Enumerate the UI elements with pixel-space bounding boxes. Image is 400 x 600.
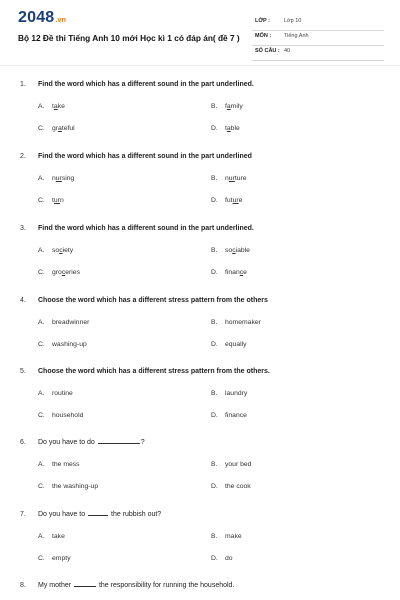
option-text: n [225, 175, 229, 182]
logo-sub: .vn [55, 17, 67, 24]
question-text: Find the word which has a different sound in the part underlined. [38, 81, 254, 88]
underlined-part: a [226, 125, 231, 132]
option-b[interactable] [211, 103, 243, 110]
option-d[interactable] [211, 341, 247, 348]
option-text: gr [52, 125, 59, 132]
document-title: Bộ 12 Đề thi Tiếng Anh 10 mới Học kì 1 có đáp án( đề 7 ) [18, 33, 240, 43]
question-text-end: the rubbish out? [111, 511, 162, 518]
question-text-end: the responsibility for running the household. [98, 582, 235, 589]
option-text: ke [57, 103, 65, 110]
option-text: take [52, 533, 65, 540]
option-text: do [225, 555, 233, 562]
option-text: the mess [52, 461, 80, 468]
meta-value: Tiếng Anh [284, 33, 309, 39]
option-text: t [52, 103, 54, 110]
option-text: n [59, 197, 64, 204]
option-letter: A. [38, 247, 45, 254]
option-letter: D. [211, 483, 218, 490]
option-c[interactable] [38, 269, 80, 276]
underlined-part: ur [53, 197, 60, 204]
option-d[interactable] [211, 269, 247, 276]
question-text-start: My mother [38, 582, 72, 589]
question-number: 7. [20, 511, 26, 518]
meta-key: LỚP : [255, 18, 270, 24]
option-text: finan [225, 269, 240, 276]
option-c[interactable] [38, 125, 75, 132]
option-text: breadwinner [52, 319, 90, 326]
question-text: Find the word which has a different sound in the part underlined. [38, 225, 254, 232]
option-text: t [52, 197, 54, 204]
question-text: Find the word which has a different sound in the part underlined [38, 153, 252, 160]
question-text: Choose the word which has a different stress pattern from the others [38, 297, 268, 304]
option-d[interactable] [211, 125, 240, 132]
option-text: household [52, 412, 84, 419]
option-text: f [225, 103, 227, 110]
option-text: empty [52, 555, 71, 562]
option-letter: A. [38, 533, 45, 540]
option-text: make [225, 533, 242, 540]
option-text: n [52, 175, 56, 182]
option-text: homemaker [225, 319, 261, 326]
option-text: finance [225, 412, 247, 419]
question-number: 6. [20, 439, 26, 446]
question-number: 3. [20, 225, 26, 232]
underlined-part: a [53, 103, 58, 110]
option-c[interactable] [38, 197, 64, 204]
answer-blank [74, 585, 96, 587]
document-header [0, 0, 400, 62]
option-text: the washing-up [52, 483, 99, 490]
option-text: e [243, 269, 247, 276]
underlined-part: c [59, 247, 63, 254]
header-divider [0, 65, 400, 66]
option-letter: B. [211, 247, 218, 254]
option-b[interactable] [211, 319, 261, 326]
option-a[interactable] [38, 103, 65, 110]
option-text: ture [234, 175, 247, 182]
option-letter: A. [38, 175, 45, 182]
option-text: your bed [225, 461, 252, 468]
option-letter: C. [38, 197, 45, 204]
option-letter: D. [211, 125, 218, 132]
underlined-part: a [226, 103, 231, 110]
option-letter: C. [38, 125, 45, 132]
option-letter: A. [38, 319, 45, 326]
option-text: teful [61, 125, 75, 132]
question-text: Choose the word which has a different stress pattern from the others. [38, 368, 270, 375]
option-d[interactable] [211, 412, 247, 419]
option-text: iable [235, 247, 250, 254]
option-text: fut [225, 197, 233, 204]
option-letter: D. [211, 555, 218, 562]
meta-key: MÔN : [255, 33, 272, 39]
option-text: washing-up [52, 341, 87, 348]
underlined-part: a [58, 125, 62, 132]
option-text: sing [61, 175, 75, 182]
question-text [38, 511, 161, 518]
option-a[interactable] [38, 175, 74, 182]
answer-blank [88, 514, 108, 516]
question-number: 5. [20, 368, 26, 375]
meta-key: SỐ CÂU : [255, 48, 280, 54]
option-c[interactable] [38, 483, 98, 490]
option-letter: C. [38, 555, 45, 562]
question-number: 8. [20, 582, 26, 589]
option-text: equally [225, 341, 247, 348]
option-letter: C. [38, 269, 45, 276]
answer-blank [98, 442, 140, 444]
option-letter: B. [211, 175, 218, 182]
option-text: gro [52, 269, 62, 276]
option-b[interactable] [211, 461, 251, 468]
logo-main: 2048 [18, 9, 55, 26]
option-a[interactable] [38, 461, 80, 468]
option-text: t [225, 125, 227, 132]
option-b[interactable] [211, 175, 247, 182]
option-letter: A. [38, 461, 45, 468]
underlined-part: ur [55, 175, 62, 182]
option-letter: A. [38, 390, 45, 397]
option-letter: A. [38, 103, 45, 110]
option-letter: C. [38, 483, 45, 490]
question-number: 4. [20, 297, 26, 304]
option-text: e [238, 197, 243, 204]
option-c[interactable] [38, 412, 83, 419]
meta-row-count [252, 44, 384, 61]
meta-value: 40 [284, 48, 291, 54]
underlined-part: c [61, 269, 66, 276]
option-text: eries [65, 269, 80, 276]
option-letter: B. [211, 461, 218, 468]
option-text: so [52, 247, 60, 254]
option-b[interactable] [211, 247, 250, 254]
question-text [38, 439, 145, 446]
option-letter: D. [211, 412, 218, 419]
option-letter: B. [211, 103, 218, 110]
option-letter: C. [38, 341, 45, 348]
option-letter: B. [211, 533, 218, 540]
option-d[interactable] [211, 483, 251, 490]
question-text-end: ? [140, 439, 145, 446]
option-a[interactable] [38, 319, 89, 326]
question-number: 1. [20, 81, 26, 88]
option-letter: D. [211, 341, 218, 348]
option-a[interactable] [38, 533, 65, 540]
option-d[interactable] [211, 197, 242, 204]
option-c[interactable] [38, 341, 87, 348]
option-c[interactable] [38, 555, 71, 562]
underlined-part: c [239, 269, 244, 276]
site-logo[interactable] [18, 9, 66, 27]
option-b[interactable] [211, 390, 247, 397]
question-text [38, 582, 234, 589]
option-text: the cook [225, 483, 251, 490]
option-b[interactable] [211, 533, 242, 540]
underlined-part: ur [232, 197, 239, 204]
underlined-part: ur [228, 175, 235, 182]
option-text: so [225, 247, 233, 254]
option-text: laundry [225, 390, 248, 397]
option-letter: C. [38, 412, 45, 419]
option-letter: B. [211, 390, 218, 397]
option-text: mily [230, 103, 243, 110]
option-d[interactable] [211, 555, 233, 562]
question-text-start: Do you have to do [38, 439, 95, 446]
option-text: iety [62, 247, 74, 254]
option-text: routine [52, 390, 73, 397]
option-letter: D. [211, 269, 218, 276]
meta-value: Lớp 10 [284, 18, 302, 24]
question-number: 2. [20, 153, 26, 160]
option-a[interactable] [38, 390, 73, 397]
option-a[interactable] [38, 247, 73, 254]
option-letter: B. [211, 319, 218, 326]
option-letter: D. [211, 197, 218, 204]
underlined-part: c [232, 247, 236, 254]
question-text-start: Do you have to [38, 511, 86, 518]
option-text: ble [230, 125, 240, 132]
